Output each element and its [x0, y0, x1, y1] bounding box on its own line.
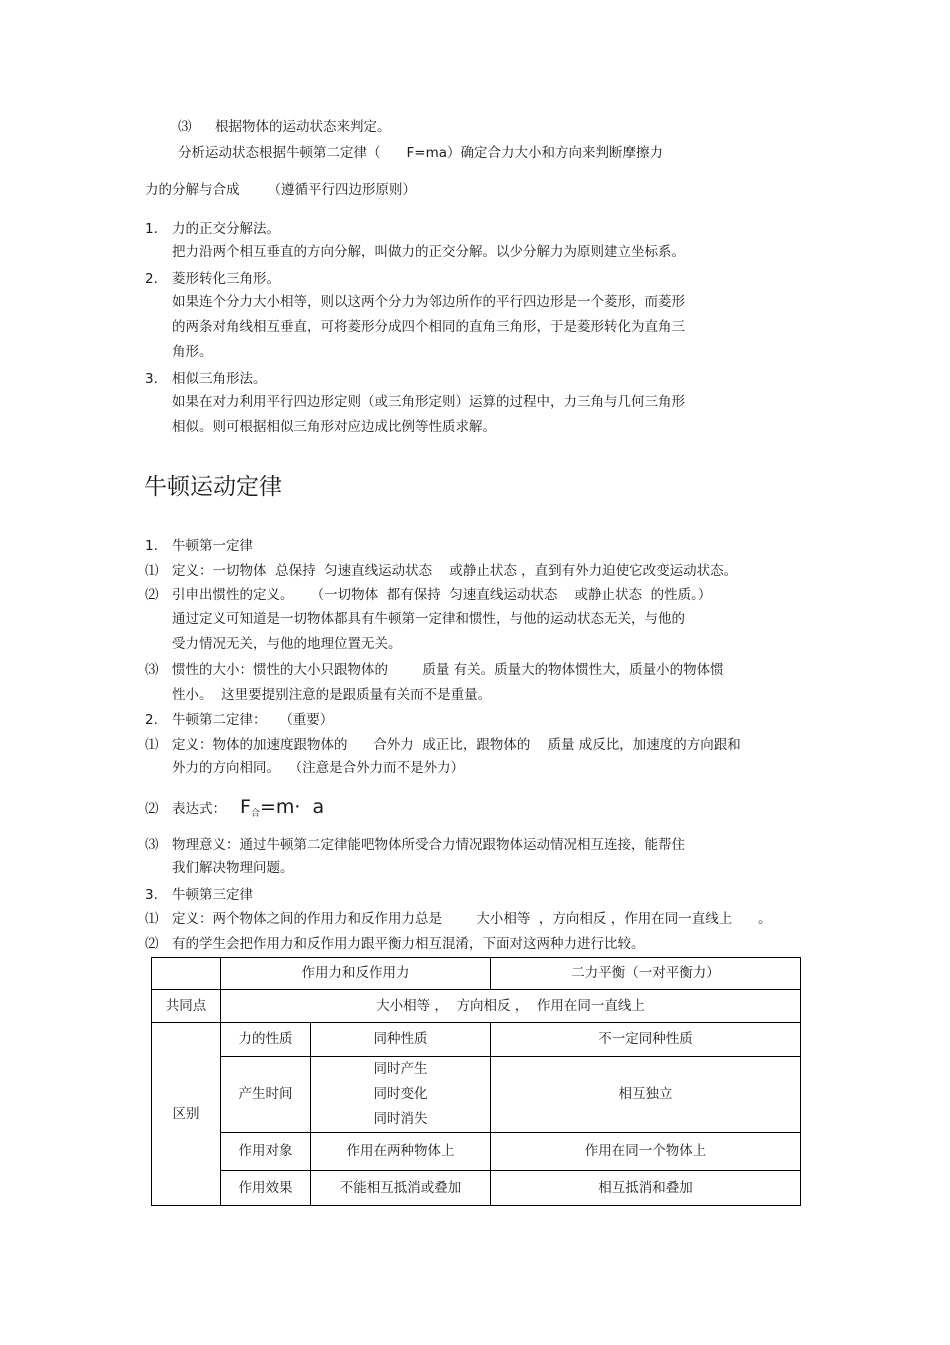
action-value: 同种性质 [311, 1023, 491, 1057]
attribute-label: 产生时间 [221, 1057, 311, 1133]
paragraph-line: 的两条对角线相互垂直，可将菱形分成四个相同的直角三角形，于是菱形转化为直角三 [172, 319, 685, 335]
paragraph-line [178, 147, 663, 161]
list-number: ⑵ [145, 587, 159, 603]
action-value-line: 同时产生 [373, 1061, 428, 1077]
list-number: ⑴ [145, 563, 159, 579]
list-item-title: 牛顿第三定律 [172, 887, 253, 903]
action-value: 不能相互抵消或叠加 [311, 1171, 491, 1206]
paragraph-line: 如果连个分力大小相等，则以这两个分力为邻边所作的平行四边形是一个菱形，而菱形 [172, 294, 685, 310]
table-row [152, 990, 801, 1023]
paragraph-line: 通过定义可知道是一切物体都具有牛顿第一定律和惯性，与他的运动状态无关，与他的 [172, 611, 685, 627]
list-number: 2. [145, 271, 158, 287]
list-number: ⑶ [145, 662, 159, 678]
paragraph-line: 物理意义：通过牛顿第二定律能吧物体所受合力情况跟物体运动情况相互连接，能帮住 [172, 837, 685, 853]
paragraph-line: 我们解决物理问题。 [172, 860, 294, 876]
attribute-label: 作用效果 [221, 1171, 311, 1206]
formula-rest: =m· a [259, 796, 325, 818]
table-header-row [152, 958, 801, 990]
paragraph-line: 表达式： [172, 801, 226, 817]
formula-symbol: F [240, 796, 251, 818]
attribute-label: 力的性质 [221, 1023, 311, 1057]
list-item-title: 力的正交分解法。 [172, 221, 280, 237]
list-number: 1. [145, 538, 158, 554]
text-segment: ）确定合力大小和方向来判断摩擦力 [447, 145, 663, 161]
paragraph-line: 有的学生会把作用力和反作用力跟平衡力相互混淆，下面对这两种力进行比较。 [172, 936, 645, 952]
paragraph-line: 性小。 这里要提别注意的是跟质量有关而不是重量。 [172, 687, 492, 703]
action-value: 作用在两种物体上 [311, 1133, 491, 1171]
action-value-line: 同时变化 [373, 1086, 428, 1102]
table-header-action: 作用力和反作用力 [221, 958, 491, 990]
list-number: 3. [145, 371, 158, 387]
list-number: 2. [145, 712, 158, 728]
table-row [152, 1171, 801, 1206]
table-corner-cell [152, 958, 221, 990]
paragraph-line: 根据物体的运动状态来判定。 [215, 119, 391, 135]
table-header-balance: 二力平衡（一对平衡力） [491, 958, 801, 990]
balance-value: 作用在同一个物体上 [491, 1133, 801, 1171]
formula: F=ma [406, 145, 447, 161]
paragraph-line: 引申出惯性的定义。 （一切物体 都有保持 匀速直线运动状态 或静止状态 的性质。） [172, 587, 712, 603]
list-number: 1. [145, 221, 158, 237]
list-item-title: 牛顿第一定律 [172, 538, 253, 554]
list-item-title: 菱形转化三角形。 [172, 271, 280, 287]
list-number: 3. [145, 887, 158, 903]
list-number: ⑴ [145, 737, 159, 753]
page-heading: 牛顿运动定律 [144, 474, 282, 500]
paragraph-line: 外力的方向相同。 （注意是合外力而不是外力） [172, 760, 465, 776]
paragraph-line: 如果在对力利用平行四边形定则（或三角形定则）运算的过程中，力三角与几何三角形 [172, 394, 685, 410]
balance-value: 相互独立 [491, 1057, 801, 1133]
attribute-label: 作用对象 [221, 1133, 311, 1171]
balance-value: 不一定同种性质 [491, 1023, 801, 1057]
list-number: ⑶ [178, 119, 192, 135]
list-item-title: 牛顿第二定律： （重要） [172, 712, 334, 728]
balance-value: 相互抵消和叠加 [491, 1171, 801, 1206]
paragraph-line: 惯性的大小：惯性的大小只跟物体的 质量 有关。质量大的物体惯性大，质量小的物体惯 [172, 662, 724, 678]
table-row [152, 1057, 801, 1133]
action-value-line: 同时消失 [373, 1111, 428, 1127]
common-value: 大小相等 ， 方向相反 ， 作用在同一直线上 [221, 990, 801, 1023]
row-label-common: 共同点 [152, 990, 221, 1023]
text-segment: 分析运动状态根据牛顿第二定律（ [178, 145, 381, 161]
paragraph-line: 受力情况无关，与他的地理位置无关。 [172, 636, 402, 652]
heading-text: 力的分解与合成 [145, 182, 240, 198]
list-number: ⑵ [145, 936, 159, 952]
formula-subscript: 合 [250, 809, 260, 819]
list-number: ⑶ [145, 837, 159, 853]
table-row [152, 1023, 801, 1057]
paragraph-line: 相似。则可根据相似三角形对应边成比例等性质求解。 [172, 419, 496, 435]
formula-newton-second-law [240, 798, 324, 817]
paragraph-line: 定义：两个物体之间的作用力和反作用力总是 大小相等 ，方向相反 ，作用在同一直线上 。 [172, 911, 772, 927]
comparison-table [151, 957, 801, 1206]
paragraph-line: 定义：物体的加速度跟物体的 合外力 成正比，跟物体的 质量 成反比，加速度的方向跟和 [172, 737, 741, 753]
section-heading [145, 184, 416, 198]
list-item-title: 相似三角形法。 [172, 371, 267, 387]
table-row [152, 1133, 801, 1171]
action-value-stack [311, 1057, 491, 1133]
paragraph-line: 定义：一切物体 总保持 匀速直线运动状态 或静止状态 ，直到有外力迫使它改变运动状态。 [172, 563, 738, 579]
paragraph-line: 把力沿两个相互垂直的方向分解，叫做力的正交分解。以少分解力为原则建立坐标系。 [172, 244, 685, 260]
paragraph-line: 角形。 [172, 344, 213, 360]
row-label-difference: 区别 [152, 1023, 221, 1206]
list-number: ⑵ [145, 801, 159, 817]
list-number: ⑴ [145, 911, 159, 927]
heading-note: （遵循平行四边形原则） [267, 182, 416, 198]
